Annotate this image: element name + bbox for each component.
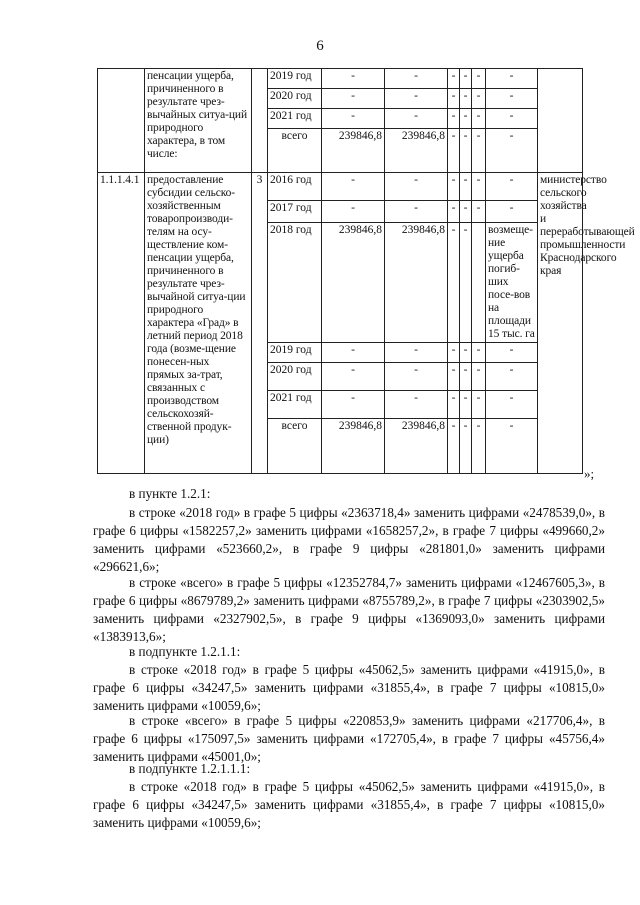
value-cell: -	[460, 69, 472, 89]
page-number: 6	[316, 38, 324, 54]
value-cell: -	[472, 89, 486, 109]
year-cell: 2016 год	[268, 173, 322, 201]
year-cell: 2019 год	[268, 343, 322, 363]
paragraph: в подпункте 1.2.1.1:	[129, 644, 241, 659]
budget-table	[97, 68, 635, 474]
value-cell: -	[448, 69, 460, 89]
value-cell: -	[385, 173, 448, 201]
value-cell	[472, 223, 486, 343]
value-cell: -	[472, 129, 486, 173]
year-cell: 2017 год	[268, 201, 322, 223]
table-row	[98, 69, 583, 89]
paragraph: в пункте 1.2.1:	[129, 486, 211, 501]
value-cell: -	[472, 419, 486, 474]
description-cell: пенсации ущерба, причиненного в результате чрез-вычайных ситуа-ций природного характера, в том числе:	[145, 69, 252, 173]
description-cell: предоставление субсидии сельско-хозяйственным товаропроизводи-телям на осу-ществление ком-пенсации ущерба, причиненного в результате чрез-вычайной ситуа-ции природного характера «Град» в летний период 2018 года (возме-щение понесен-ных прямых за-трат, связанных с производством сельскохозяй-ственной продук-ции)	[145, 173, 252, 474]
year-cell: 2019 год	[268, 69, 322, 89]
value-cell: -	[460, 419, 472, 474]
paragraph: в строке «2018 год» в графе 5 цифры «2363718,4» заменить цифрами «2478539,0», в графе 6 цифры «1582257,2» заменить цифрами «1658257,2», в графе 7 цифры «499660,2» заменить цифрами «523660,2», в графе 9 цифры «281801,0» заменить цифрами «296621,6»;	[93, 505, 605, 574]
value-cell: -	[486, 89, 538, 109]
year-cell: всего	[268, 419, 322, 474]
value-cell: -	[385, 343, 448, 363]
value-cell: -	[486, 363, 538, 391]
paragraph: в строке «2018 год» в графе 5 цифры «45062,5» заменить цифрами «41915,0», в графе 6 цифры «34247,5» заменить цифрами «31855,4», в графе 7 цифры «10815,0» заменить цифрами «10059,6»;	[93, 662, 605, 713]
value-cell: -	[385, 201, 448, 223]
value-cell: 239846,8	[322, 419, 385, 474]
paragraph: в строке «всего» в графе 5 цифры «220853,9» заменить цифрами «217706,4», в графе 6 цифры «175097,5» заменить цифрами «172705,4», в графе 7 цифры «45756,4» заменить цифрами «45001,0»;	[93, 713, 605, 764]
number-cell	[98, 69, 145, 173]
value-cell: -	[322, 109, 385, 129]
value-cell: -	[486, 343, 538, 363]
value-cell: -	[486, 109, 538, 129]
value-cell: -	[460, 173, 472, 201]
value-cell: -	[486, 391, 538, 419]
year-cell: 2021 год	[268, 391, 322, 419]
value-cell: -	[486, 201, 538, 223]
value-cell: -	[322, 89, 385, 109]
value-cell: -	[385, 109, 448, 129]
value-cell: -	[460, 109, 472, 129]
value-cell: -	[448, 109, 460, 129]
executor-cell: министерство сельского хозяйства и переработывающей промышленности Краснодарского края	[538, 173, 583, 474]
value-cell: -	[460, 391, 472, 419]
value-cell: -	[448, 223, 460, 343]
value-cell: 239846,8	[385, 223, 448, 343]
value-cell: -	[448, 89, 460, 109]
paragraph: в строке «всего» в графе 5 цифры «12352784,7» заменить цифрами «12467605,3», в графе 6 цифры «8679789,2» заменить цифрами «8755789,2», в графе 7 цифры «2303902,5» заменить цифрами «2327902,5», в графе 9 цифры «1369093,0» заменить цифрами «1383913,6»;	[93, 575, 605, 644]
value-cell: -	[448, 173, 460, 201]
year-cell: 2021 год	[268, 109, 322, 129]
value-cell: -	[448, 129, 460, 173]
value-cell: -	[385, 391, 448, 419]
value-cell: -	[322, 173, 385, 201]
value-cell: -	[322, 363, 385, 391]
value-cell: -	[448, 391, 460, 419]
value-cell: -	[448, 201, 460, 223]
value-cell: -	[322, 391, 385, 419]
value-cell: -	[460, 363, 472, 391]
table-row	[98, 173, 583, 201]
value-cell: -	[322, 201, 385, 223]
value-cell: -	[486, 69, 538, 89]
value-cell: 239846,8	[322, 129, 385, 173]
value-cell: -	[460, 223, 472, 343]
year-cell: всего	[268, 129, 322, 173]
value-cell: -	[322, 69, 385, 89]
value-cell: 239846,8	[385, 419, 448, 474]
value-cell: -	[472, 343, 486, 363]
value-cell: -	[472, 109, 486, 129]
executor-cell	[538, 69, 583, 173]
value-cell: -	[385, 363, 448, 391]
value-cell: -	[472, 201, 486, 223]
paragraph: в строке «2018 год» в графе 5 цифры «45062,5» заменить цифрами «41915,0», в графе 6 цифры «34247,5» заменить цифрами «31855,4», в графе 7 цифры «10815,0» заменить цифрами «10059,6»;	[93, 779, 605, 830]
year-cell: 2020 год	[268, 363, 322, 391]
value-cell: -	[460, 89, 472, 109]
code-cell	[252, 69, 268, 173]
value-cell: 239846,8	[385, 129, 448, 173]
value-cell: -	[385, 69, 448, 89]
table-end-mark: »;	[584, 466, 595, 481]
year-cell: 2018 год	[268, 223, 322, 343]
value-cell: -	[448, 343, 460, 363]
result-cell: возмеще-ние ущерба погиб-ших посе-вов на площади 15 тыс. га	[486, 223, 538, 343]
value-cell: -	[472, 173, 486, 201]
value-cell: -	[472, 363, 486, 391]
value-cell: -	[460, 129, 472, 173]
value-cell: -	[448, 419, 460, 474]
value-cell: -	[472, 69, 486, 89]
value-cell: -	[486, 419, 538, 474]
value-cell: -	[448, 363, 460, 391]
paragraph: в подпункте 1.2.1.1.1:	[129, 761, 251, 776]
code-cell: 3	[252, 173, 268, 474]
value-cell: -	[460, 343, 472, 363]
value-cell: -	[486, 129, 538, 173]
value-cell: -	[472, 391, 486, 419]
value-cell: -	[385, 89, 448, 109]
value-cell: -	[460, 201, 472, 223]
value-cell: 239846,8	[322, 223, 385, 343]
year-cell: 2020 год	[268, 89, 322, 109]
value-cell: -	[486, 173, 538, 201]
value-cell: -	[322, 343, 385, 363]
number-cell: 1.1.1.4.1	[98, 173, 145, 474]
